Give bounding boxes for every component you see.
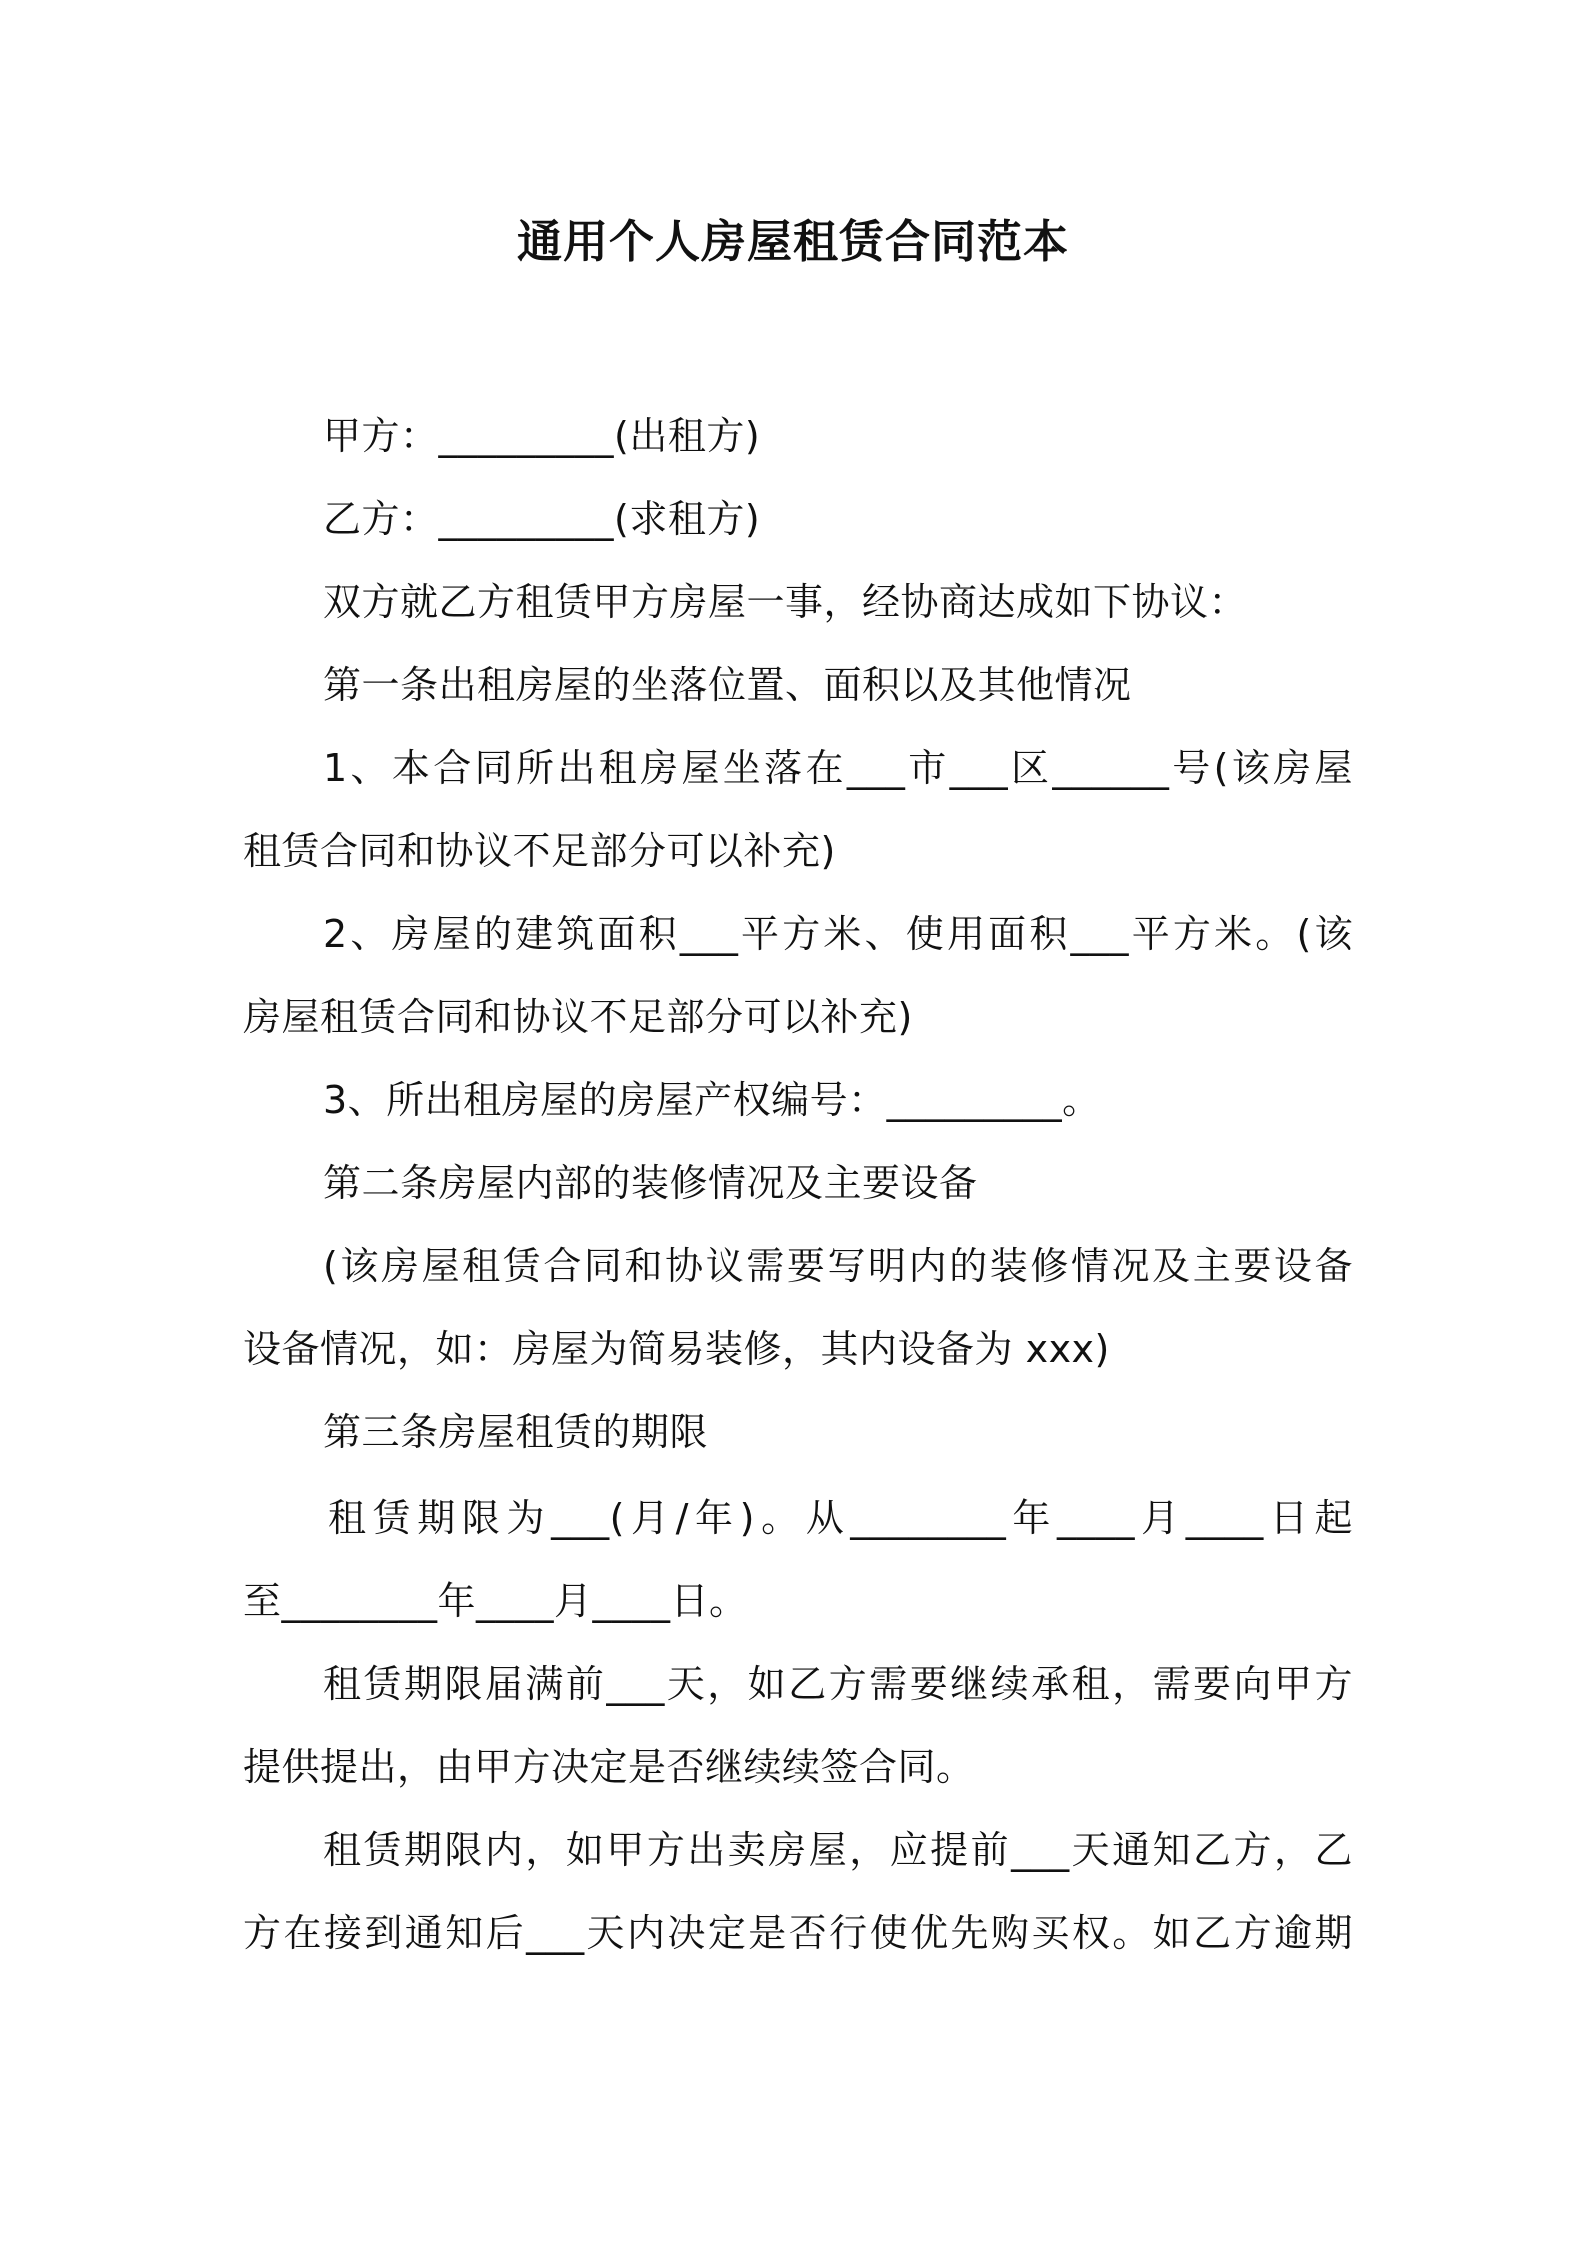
clause-1-2-line-2: 房屋租赁合同和协议不足部分可以补充) <box>243 995 913 1039</box>
renewal-line-1: 租赁期限届满前___天，如乙方需要继续承租，需要向甲方 <box>323 1662 1353 1706</box>
document-title: 通用个人房屋租赁合同范本 <box>516 215 1069 268</box>
article-1-heading: 第一条出租房屋的坐落位置、面积以及其他情况 <box>323 663 1132 707</box>
party-a-line: 甲方：_________(出租方) <box>323 414 761 458</box>
article-3-heading: 第三条房屋租赁的期限 <box>323 1410 709 1454</box>
sale-notice-line-2: 方在接到通知后___天内决定是否行使优先购买权。如乙方逾期 <box>243 1911 1353 1955</box>
lease-term-line-1: 租赁期限为___(月/年)。从________年____月____日起 <box>328 1496 1353 1540</box>
clause-1-1-line-1: 1、本合同所出租房屋坐落在___市___区______号(该房屋 <box>323 746 1353 790</box>
clause-1-2-line-1: 2、房屋的建筑面积___平方米、使用面积___平方米。(该 <box>323 912 1353 956</box>
clause-1-3: 3、所出租房屋的房屋产权编号：_________。 <box>323 1078 1101 1122</box>
article-2-note-line-2: 设备情况，如：房屋为简易装修，其内设备为 xxx) <box>243 1327 1110 1371</box>
lease-term-line-2: 至________年____月____日。 <box>243 1579 748 1623</box>
article-2-heading: 第二条房屋内部的装修情况及主要设备 <box>323 1161 978 1205</box>
party-b-line: 乙方：_________(求租方) <box>323 497 761 541</box>
sale-notice-line-1: 租赁期限内，如甲方出卖房屋，应提前___天通知乙方，乙 <box>323 1828 1353 1872</box>
renewal-line-2: 提供提出，由甲方决定是否继续续签合同。 <box>243 1745 975 1789</box>
clause-1-1-line-2: 租赁合同和协议不足部分可以补充) <box>243 829 836 873</box>
article-2-note-line-1: (该房屋租赁合同和协议需要写明内的装修情况及主要设备 <box>323 1244 1353 1288</box>
agreement-intro: 双方就乙方租赁甲方房屋一事，经协商达成如下协议： <box>323 580 1248 624</box>
